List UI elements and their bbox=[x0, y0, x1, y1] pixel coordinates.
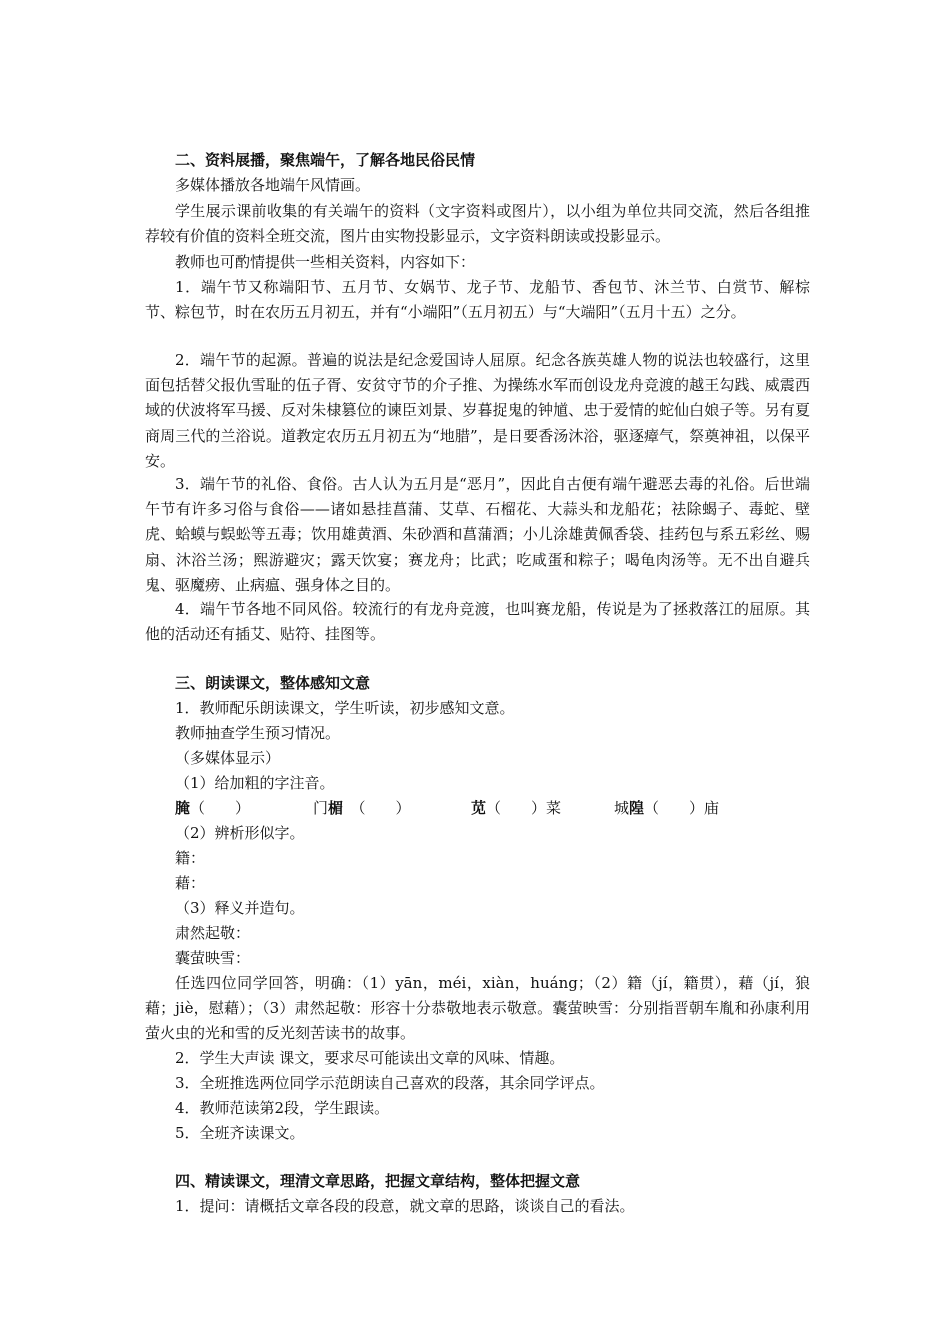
pinyin-word-4: 城隍（ ）庙 bbox=[614, 799, 720, 817]
section3-heading: 三、朗读课文，整体感知文意 bbox=[175, 674, 371, 692]
section2-line1: 多媒体播放各地端午风情画。 bbox=[175, 176, 371, 194]
section3-q1: （1）给加粗的字注音。 bbox=[175, 774, 335, 792]
section2-item2: 2．端午节的起源。普遍的说法是纪念爱国诗人屈原。纪念各族英雄人物的说法也较盛行，这里面包括替父报仇雪耻的伍子胥、安贫守节的介子推、为操练水军而创设龙舟竞渡的越王勾践、威震西域的伏波将军马援、反对朱棣篡位的谏臣刘景、岁暮捉鬼的钟馗、忠于爱情的蛇仙白娘子等。另有夏商周三代的兰浴说。道教定农历五月初五为“地腊”，是日要香汤沐浴，驱逐瘴气，祭奠神祖，以保平安。 bbox=[145, 351, 810, 470]
section2-item4: 4．端午节各地不同风俗。较流行的有龙舟竞渡，也叫赛龙船，传说是为了拯救落江的屈原。其他的活动还有插艾、贴符、挂图等。 bbox=[145, 600, 810, 644]
section3-step1: 1．教师配乐朗读课文，学生听读，初步感知文意。 bbox=[175, 699, 515, 717]
pinyin-word-3: 苋（ ）菜 bbox=[471, 799, 562, 817]
section3-answer: 任选四位同学回答，明确：（1）yān，méi，xiàn，huáng；（2）籍（jí，籍贯），藉（jí，狼藉；jiè，慰藉）；（3）肃然起敬：形容十分恭敬地表示敬意。囊萤映雪：分别指晋朝车胤和孙康利用萤火虫的光和雪的反光刻苦读书的故事。 bbox=[145, 974, 810, 1043]
section3-phrase1: 肃然起敬： bbox=[175, 924, 251, 942]
section2-line2: 教师也可酌情提供一些相关资料，内容如下： bbox=[175, 253, 476, 271]
section3-char2: 藉： bbox=[175, 874, 206, 892]
section2-item1: 1．端午节又称端阳节、五月节、女娲节、龙子节、龙船节、香包节、沐兰节、白赏节、解棕节、粽包节，时在农历五月初五，并有“小端阳”（五月初五）与“大端阳”（五月十五）之分。 bbox=[145, 278, 810, 322]
section3-phrase2: 囊萤映雪： bbox=[175, 949, 251, 967]
section4-heading: 四、精读课文，理清文章思路，把握文章结构，整体把握文意 bbox=[175, 1172, 581, 1190]
section3-step5: 5．全班齐读课文。 bbox=[175, 1124, 305, 1142]
section3-media: （多媒体显示） bbox=[175, 749, 281, 767]
section3-char1: 籍： bbox=[175, 849, 206, 867]
section3-step4: 4．教师范读第2段，学生跟读。 bbox=[175, 1099, 390, 1117]
section2-heading: 二、资料展播，聚焦端午，了解各地民俗民情 bbox=[175, 151, 476, 169]
section3-check: 教师抽查学生预习情况。 bbox=[175, 724, 341, 742]
section3-step3: 3．全班推选两位同学示范朗读自己喜欢的段落，其余同学评点。 bbox=[175, 1074, 605, 1092]
pinyin-word-1: 腌（ ） bbox=[175, 799, 251, 817]
section2-item3: 3．端午节的礼俗、食俗。古人认为五月是“恶月”，因此自古便有端午避恶去毒的礼俗。后世端午节有许多习俗与食俗——诸如悬挂菖蒲、艾草、石榴花、大蒜头和龙船花；祛除蝎子、毒蛇、壁虎、蛤蟆与蜈蚣等五毒；饮用雄黄酒、朱砂酒和菖蒲酒；小儿涂雄黄佩香袋、挂药包与系五彩丝、赐扇、沐浴兰汤；熙游避灾；露天饮宴；赛龙舟；比武；吃咸蛋和粽子；喝龟肉汤等。无不出自避兵鬼、驱魔痨、止病瘟、强身体之目的。 bbox=[145, 475, 810, 594]
section3-q3: （3）释义并造句。 bbox=[175, 899, 305, 917]
section3-step2: 2．学生大声读 课文，要求尽可能读出文章的风味、情趣。 bbox=[175, 1049, 565, 1067]
section4-step1: 1．提问：请概括文章各段的段意，就文章的思路，谈谈自己的看法。 bbox=[175, 1197, 635, 1215]
section3-q2: （2）辨析形似字。 bbox=[175, 824, 305, 842]
section2-para1: 学生展示课前收集的有关端午的资料（文字资料或图片），以小组为单位共同交流，然后各组推荐较有价值的资料全班交流，图片由实物投影显示，文字资料朗读或投影显示。 bbox=[145, 202, 810, 246]
pinyin-word-2: 门楣 （ ） bbox=[313, 799, 411, 817]
